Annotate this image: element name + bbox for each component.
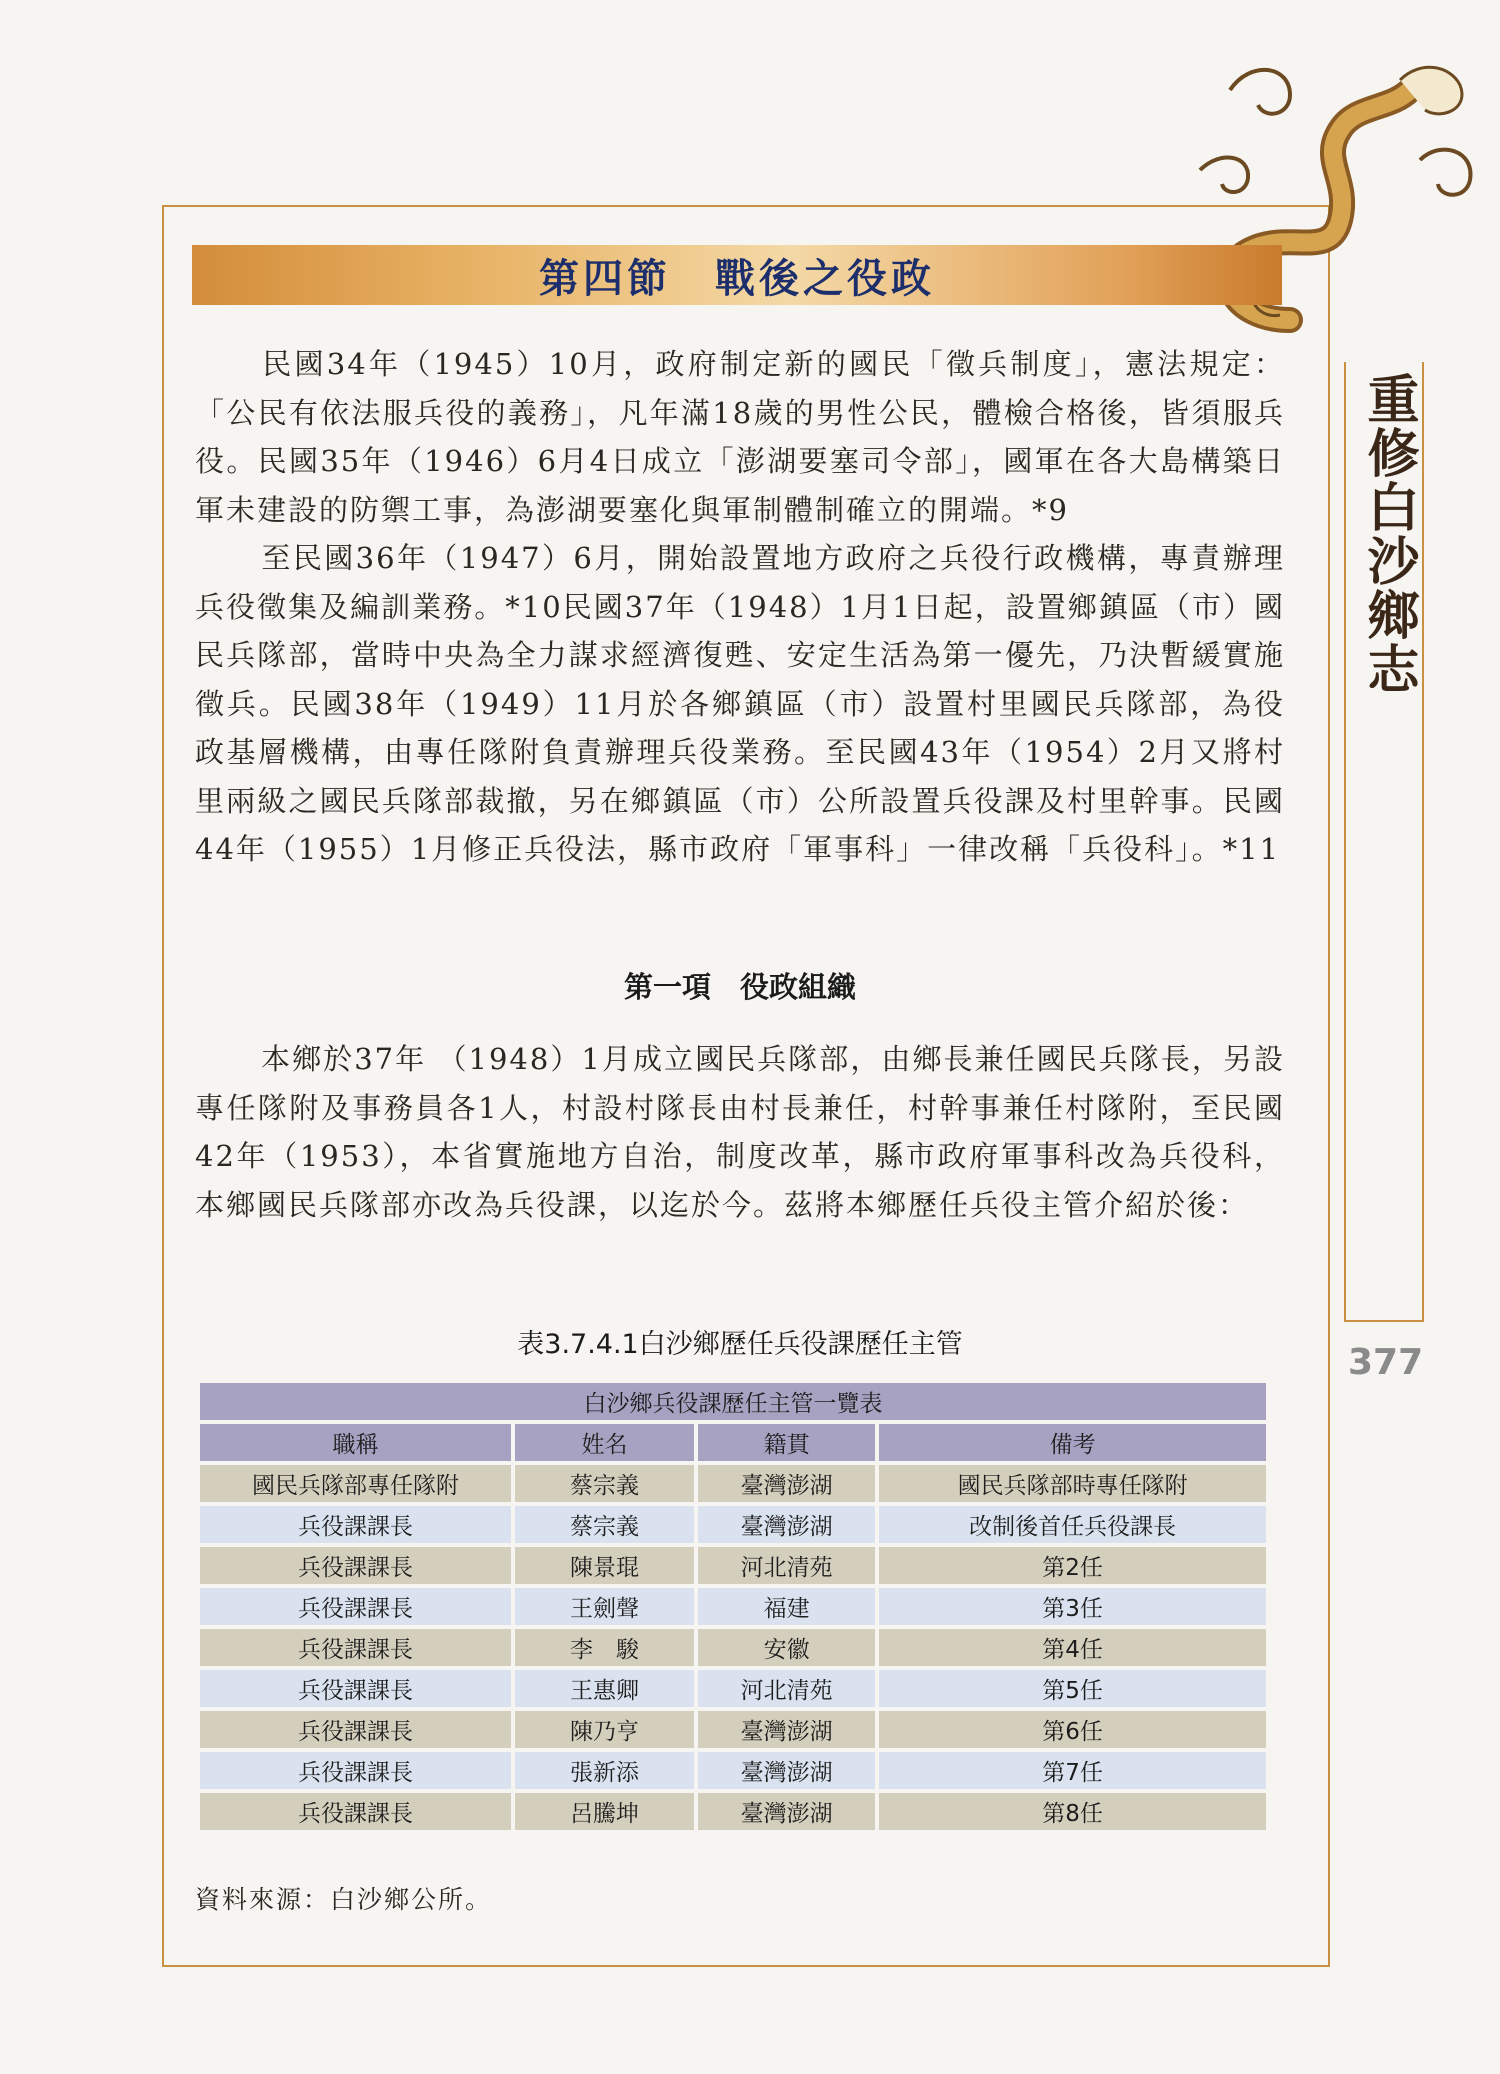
table-caption: 表3.7.4.1白沙鄉歷任兵役課歷任主管	[517, 1329, 963, 1360]
table-title-row	[200, 1383, 1266, 1420]
cell-remark: 國民兵隊部時專任隊附	[879, 1465, 1266, 1502]
paragraph-2	[195, 534, 1285, 874]
cell-remark: 第6任	[879, 1711, 1266, 1748]
cell-remark: 第3任	[879, 1588, 1266, 1625]
cell-remark: 第2任	[879, 1547, 1266, 1584]
table-row	[200, 1629, 1266, 1666]
cell-origin: 河北清苑	[698, 1547, 875, 1584]
table-row	[200, 1465, 1266, 1502]
cell-remark: 第5任	[879, 1670, 1266, 1707]
header-cell: 籍貫	[698, 1424, 875, 1461]
cell-name: 李 駿	[515, 1629, 694, 1666]
paragraph-3-text: 本鄉於37年 （1948）1月成立國民兵隊部，由鄉長兼任國民兵隊長，另設專任隊附及事務員各1人，村設村隊長由村長兼任，村幹事兼任村隊附，至民國42年（1953），本省實施地方自治，制度改革，縣市政府軍事科改為兵役科，本鄉國民兵隊部亦改為兵役課，以迄於今。茲將本鄉歷任兵役主管介紹於後：	[195, 1042, 1285, 1222]
cell-name: 王惠卿	[515, 1670, 694, 1707]
cell-title: 兵役課課長	[200, 1670, 511, 1707]
section-title: 第四節 戰後之役政	[539, 254, 935, 302]
page-number: 377	[1348, 1342, 1424, 1383]
cell-origin: 臺灣澎湖	[698, 1465, 875, 1502]
cell-name: 張新添	[515, 1752, 694, 1789]
header-cell: 備考	[879, 1424, 1266, 1461]
book-title: 重修白沙鄉志	[1358, 372, 1419, 696]
cell-origin: 河北清苑	[698, 1670, 875, 1707]
paragraph-1	[195, 340, 1285, 534]
cell-origin: 安徽	[698, 1629, 875, 1666]
table-row	[200, 1752, 1266, 1789]
table-row	[200, 1670, 1266, 1707]
header-cell: 姓名	[515, 1424, 694, 1461]
paragraph-3	[195, 1035, 1285, 1229]
cell-remark: 改制後首任兵役課長	[879, 1506, 1266, 1543]
cell-origin: 福建	[698, 1588, 875, 1625]
cell-origin: 臺灣澎湖	[698, 1752, 875, 1789]
header-cell: 職稱	[200, 1424, 511, 1461]
table-row	[200, 1711, 1266, 1748]
cell-name: 王劍聲	[515, 1588, 694, 1625]
cell-name: 蔡宗義	[515, 1506, 694, 1543]
cell-title: 兵役課課長	[200, 1793, 511, 1830]
cell-title: 兵役課課長	[200, 1752, 511, 1789]
cell-title: 兵役課課長	[200, 1547, 511, 1584]
cell-origin: 臺灣澎湖	[698, 1711, 875, 1748]
source-note: 資料來源：白沙鄉公所。	[195, 1885, 493, 1914]
roster-table	[196, 1379, 1270, 1834]
cell-origin: 臺灣澎湖	[698, 1793, 875, 1830]
paragraph-2-text: 至民國36年（1947）6月，開始設置地方政府之兵役行政機構，專責辦理兵役徵集及編訓業務。*10民國37年（1948）1月1日起，設置鄉鎮區（市）國民兵隊部，當時中央為全力謀求經濟復甦、安定生活為第一優先，乃決暫緩實施徵兵。民國38年（1949）11月於各鄉鎮區（市）設置村里國民兵隊部，為役政基層機構，由專任隊附負責辦理兵役業務。至民國43年（1954）2月又將村里兩級之國民兵隊部裁撤，另在鄉鎮區（市）公所設置兵役課及村里幹事。民國44年（1955）1月修正兵役法，縣市政府「軍事科」一律改稱「兵役科」。*11	[195, 541, 1285, 866]
cell-title: 國民兵隊部專任隊附	[200, 1465, 511, 1502]
cell-name: 陳景琨	[515, 1547, 694, 1584]
subsection-title: 第一項 役政組織	[623, 970, 856, 1004]
table-row	[200, 1793, 1266, 1830]
cell-name: 蔡宗義	[515, 1465, 694, 1502]
cell-origin: 臺灣澎湖	[698, 1506, 875, 1543]
table-header-row	[200, 1424, 1266, 1461]
paragraph-1-text: 民國34年（1945）10月，政府制定新的國民「徵兵制度」，憲法規定：「公民有依法服兵役的義務」，凡年滿18歲的男性公民，體檢合格後，皆須服兵役。民國35年（1946）6月4日成立「澎湖要塞司令部」，國軍在各大島構築日軍未建設的防禦工事，為澎湖要塞化與軍制體制確立的開端。*9	[195, 347, 1285, 527]
cell-title: 兵役課課長	[200, 1629, 511, 1666]
table-title: 白沙鄉兵役課歷任主管一覽表	[200, 1383, 1266, 1420]
cell-title: 兵役課課長	[200, 1711, 511, 1748]
cell-remark: 第4任	[879, 1629, 1266, 1666]
cell-remark: 第7任	[879, 1752, 1266, 1789]
table-row	[200, 1506, 1266, 1543]
cell-title: 兵役課課長	[200, 1588, 511, 1625]
table-row	[200, 1588, 1266, 1625]
cell-name: 陳乃亨	[515, 1711, 694, 1748]
section-banner	[192, 245, 1282, 305]
cell-title: 兵役課課長	[200, 1506, 511, 1543]
cell-name: 呂騰坤	[515, 1793, 694, 1830]
table-row	[200, 1547, 1266, 1584]
cell-remark: 第8任	[879, 1793, 1266, 1830]
